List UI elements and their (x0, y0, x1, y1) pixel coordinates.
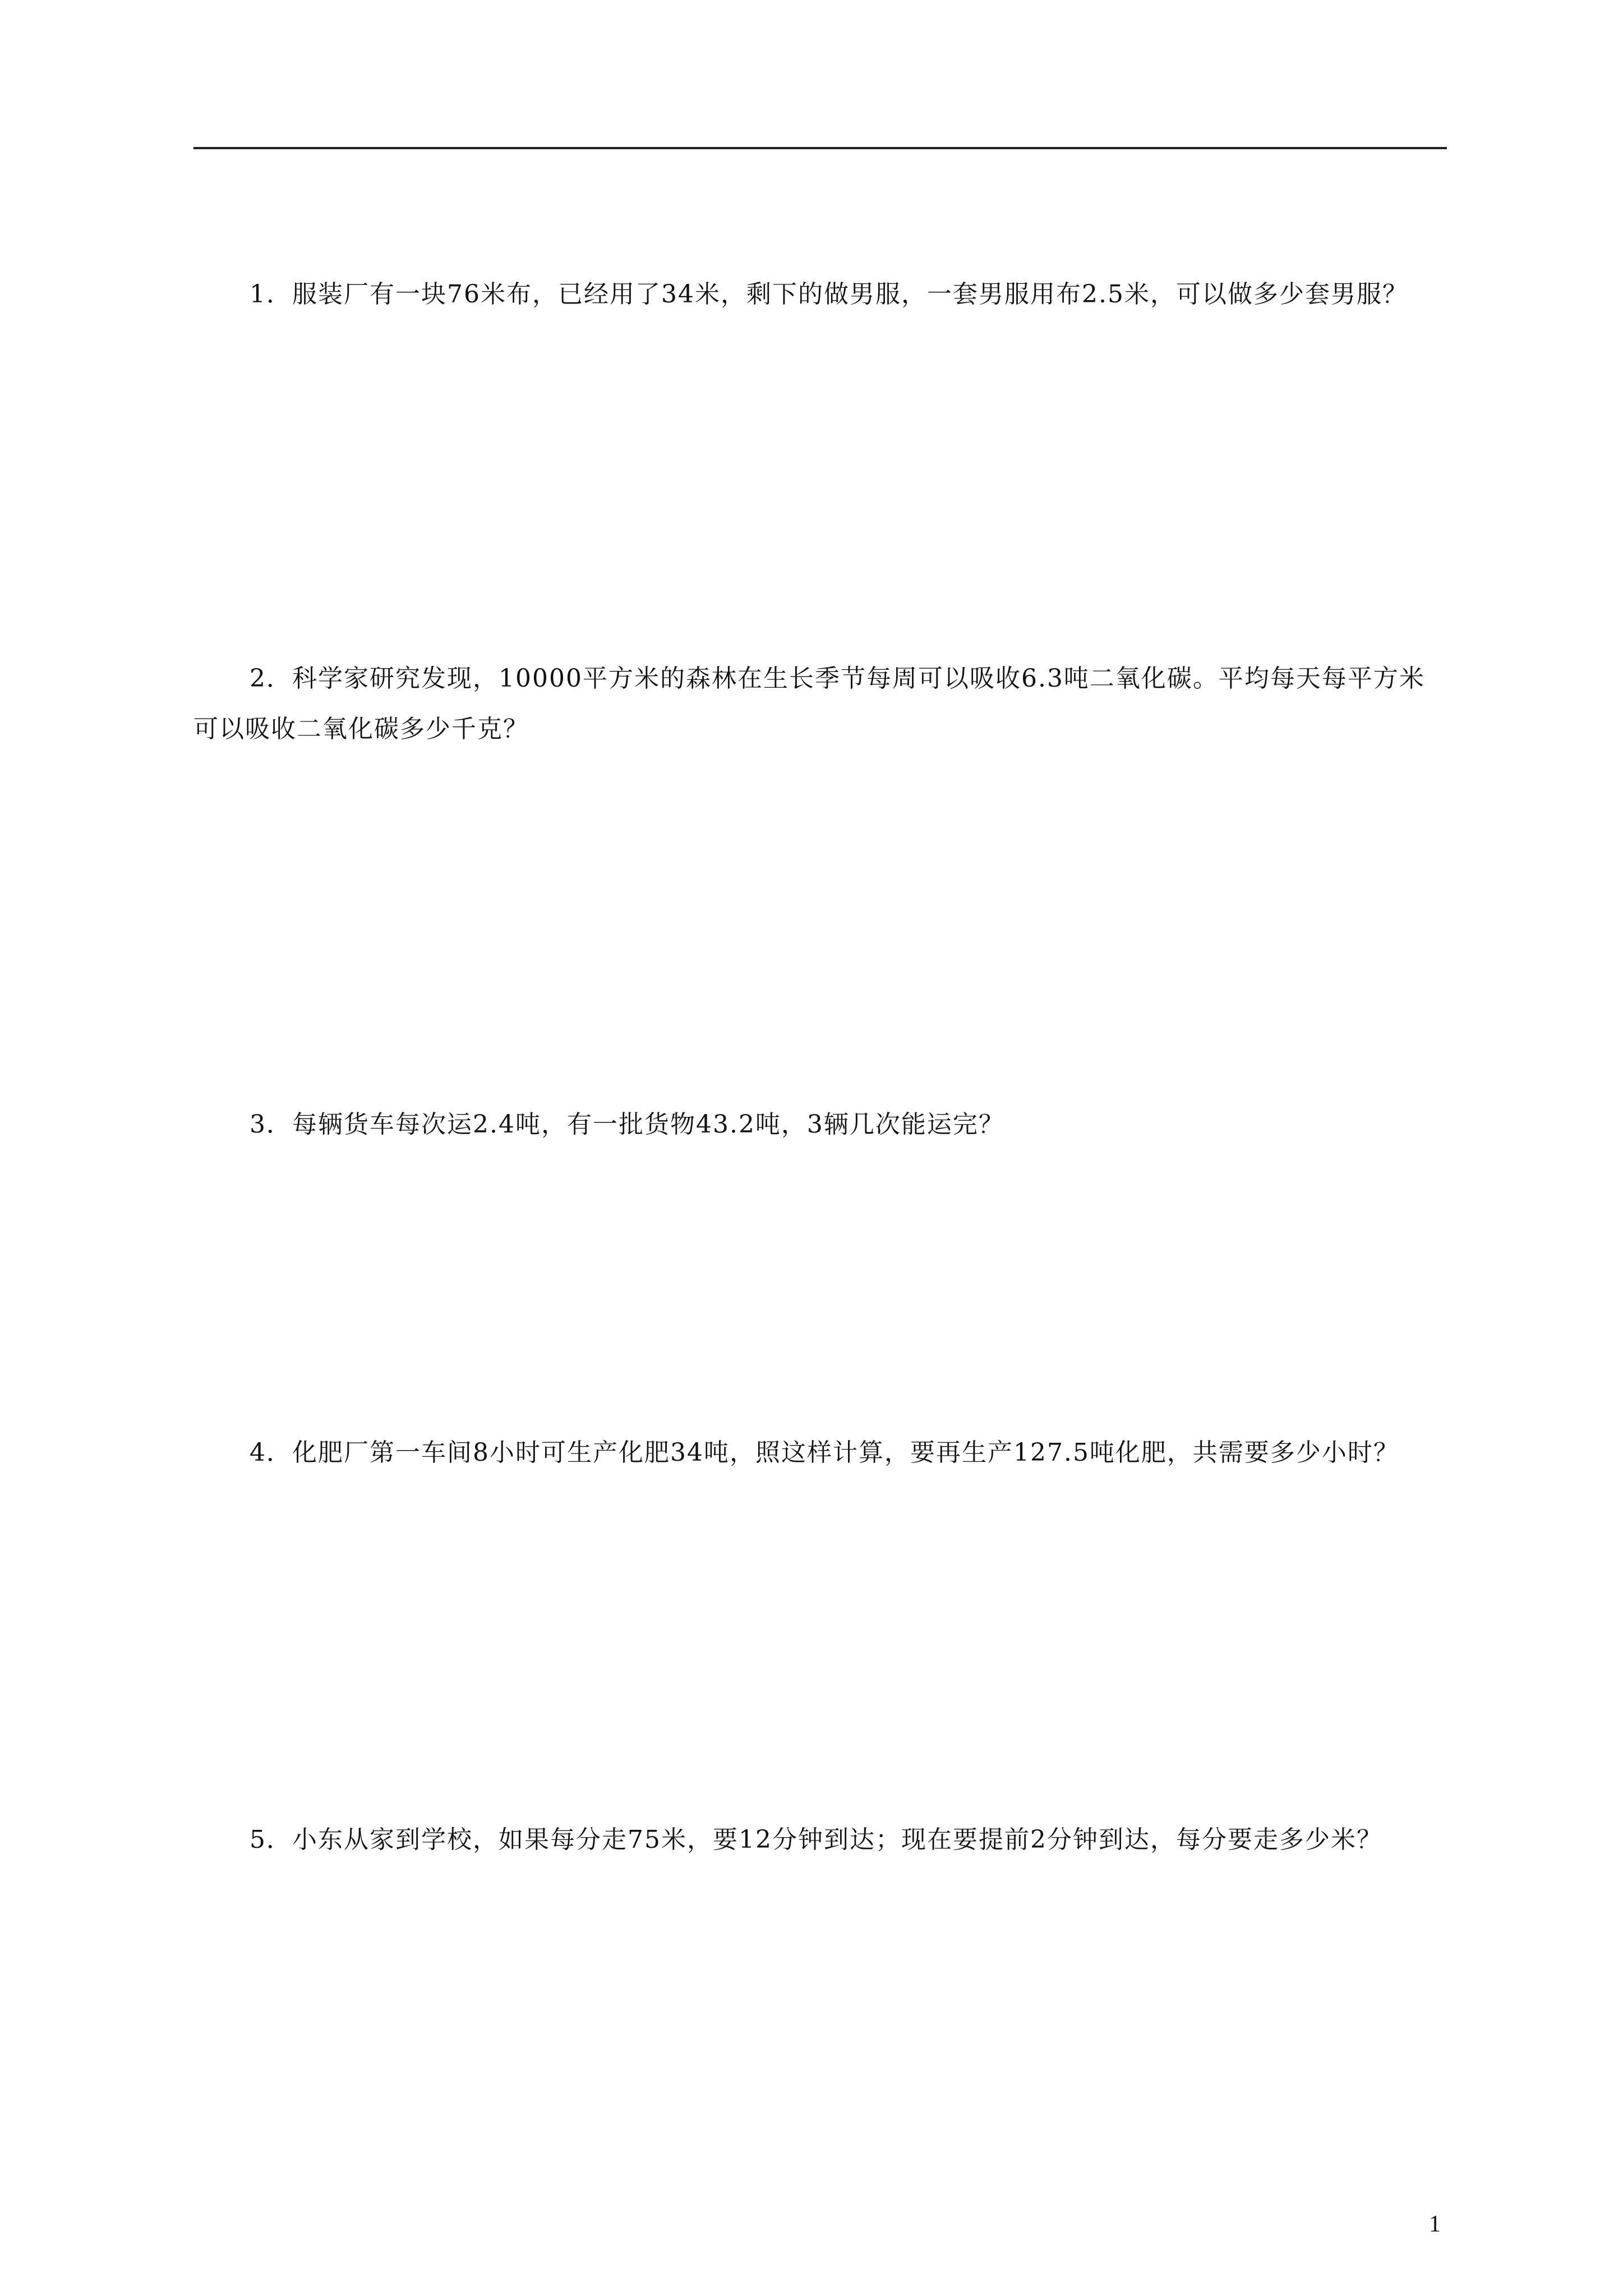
problem-5: 5．小东从家到学校，如果每分走75米，要12分钟到达；现在要提前2分钟到达，每分要走多少米？ (250, 1825, 1382, 1854)
page-number: 1 (1429, 2211, 1441, 2237)
header-rule (193, 147, 1447, 149)
problem-3: 3．每辆货车每次运2.4吨，有一批货物43.2吨，3辆几次能运完？ (250, 1110, 1004, 1139)
problem-4: 4．化肥厂第一车间8小时可生产化肥34吨，照这样计算，要再生产127.5吨化肥，共需要多少小时？ (250, 1438, 1399, 1467)
problem-2: 2．科学家研究发现，10000平方米的森林在生长季节每周可以吸收6.3吨二氧化碳。平均每天每平方米可以吸收二氧化碳多少千克？ (193, 664, 1425, 743)
problem-1: 1．服装厂有一块76米布，已经用了34米，剩下的做男服，一套男服用布2.5米，可以做多少套男服？ (250, 280, 1408, 309)
